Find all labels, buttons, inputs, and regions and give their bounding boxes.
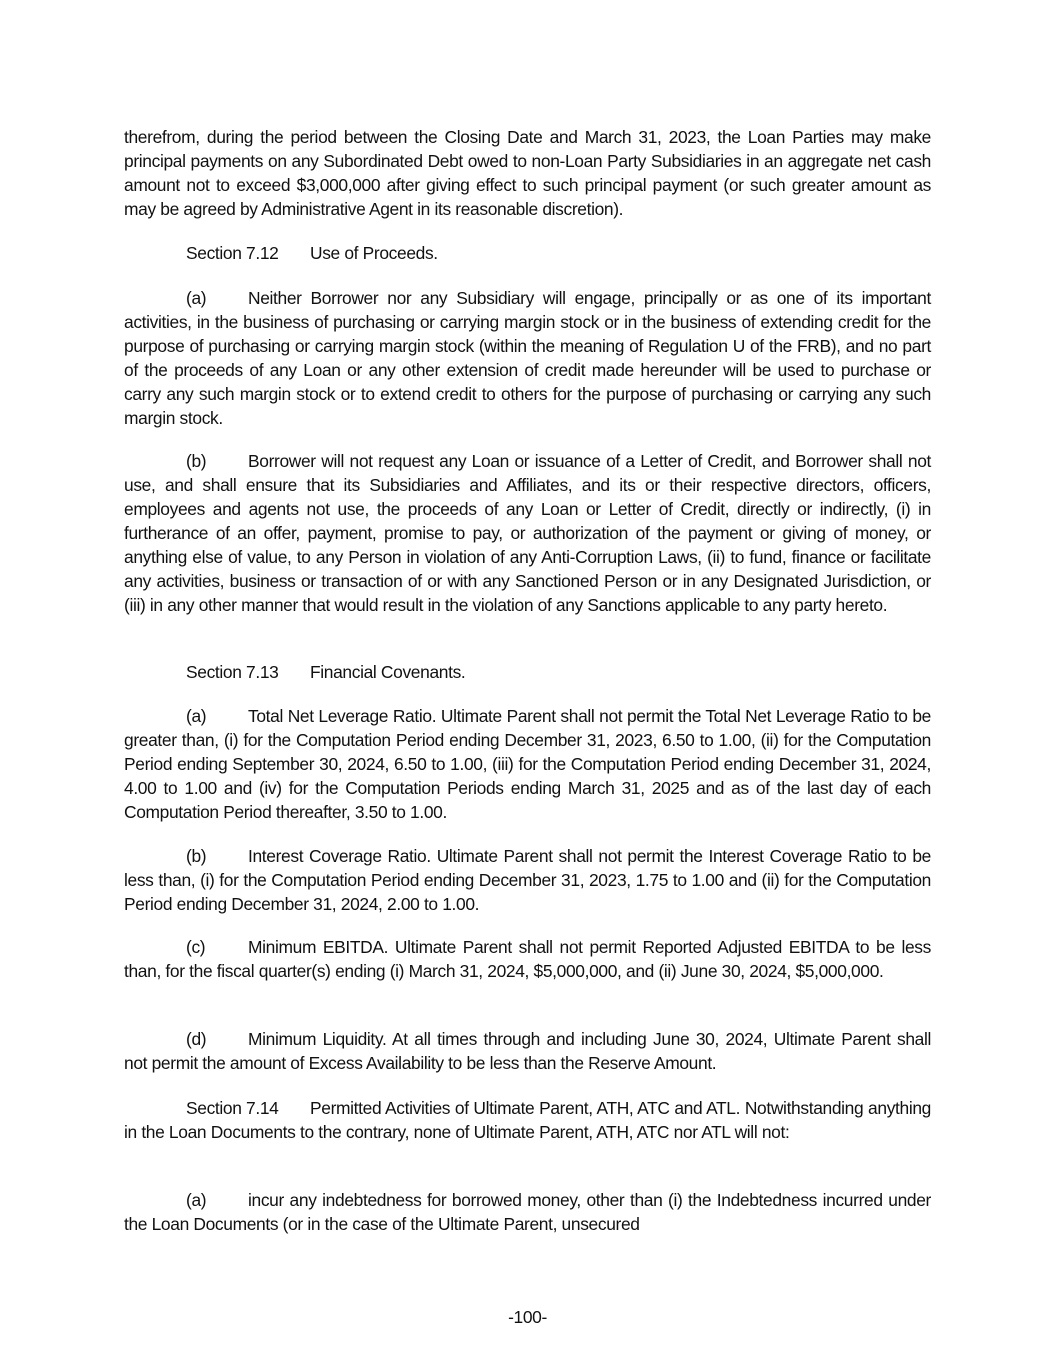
section-7-12-a-paragraph bbox=[124, 286, 931, 430]
clause-label: (a) bbox=[186, 706, 207, 726]
clause-text: Total Net Leverage Ratio. Ultimate Parent shall not permit the Total Net Leverage Ratio to be greater than, (i) for the Computation Period ending December 31, 2023, 6.50 to 1.00, (ii) for the Computation Period ending September 30, 2024, 6.50 to 1.00, (iii) for the Computation Period ending December 31, 2024, 4.00 to 1.00 and (iv) for the Computation Periods ending March 31, 2025 and as of the last day of each Computation Period thereafter, 3.50 to 1.00. bbox=[124, 706, 931, 822]
clause-text: incur any indebtedness for borrowed money, other than (i) the Indebtedness incurred under the Loan Documents (or in the case of the Ultimate Parent, unsecured bbox=[124, 1190, 931, 1234]
clause-label: (d) bbox=[186, 1029, 207, 1049]
section-7-14-a-paragraph bbox=[124, 1188, 931, 1236]
clause-label: (c) bbox=[186, 937, 206, 957]
section-7-13-heading bbox=[124, 660, 931, 684]
continuation-text: therefrom, during the period between the Closing Date and March 31, 2023, the Loan Parties may make principal payments on any Subordinated Debt owed to non-Loan Party Subsidiaries in an aggregate net cash amount not to exceed $3,000,000 after giving effect to such principal payment (or such greater amount as may be agreed by Administrative Agent in its reasonable discretion). bbox=[124, 127, 931, 219]
clause-text: Minimum EBITDA. Ultimate Parent shall not permit Reported Adjusted EBITDA to be less than, for the fiscal quarter(s) ending (i) March 31, 2024, $5,000,000, and (ii) June 30, 2024, $5,000,000. bbox=[124, 937, 931, 981]
section-7-12-heading bbox=[124, 241, 931, 265]
section-text: Permitted Activities of Ultimate Parent, ATH, ATC and ATL. Notwithstanding anything in the Loan Documents to the contrary, none of Ultimate Parent, ATH, ATC nor ATL will not: bbox=[124, 1098, 931, 1142]
clause-label: (b) bbox=[186, 846, 207, 866]
continuation-paragraph bbox=[124, 125, 931, 221]
clause-label: (a) bbox=[186, 1190, 207, 1210]
section-number: Section 7.13 bbox=[186, 662, 279, 682]
clause-text: Minimum Liquidity. At all times through and including June 30, 2024, Ultimate Parent shall not permit the amount of Excess Availability to be less than the Reserve Amount. bbox=[124, 1029, 931, 1073]
section-7-13-b-paragraph bbox=[124, 844, 931, 916]
clause-text: Borrower will not request any Loan or issuance of a Letter of Credit, and Borrower shall not use, and shall ensure that its Subsidiaries and Affiliates, and its or their respective directors, officers, employees and agents not use, the proceeds of any Loan or Letter of Credit, directly or indirectly, (i) in furtherance of an offer, payment, promise to pay, or authorization of the payment or giving of money, or anything else of value, to any Person in violation of any Anti-Corruption Laws, (ii) to fund, finance or facilitate any activities, business or transaction of or with any Sanctioned Person or in any Designated Jurisdiction, or (iii) in any other manner that would result in the violation of any Sanctions applicable to any party hereto. bbox=[124, 451, 931, 615]
section-7-13-d-paragraph bbox=[124, 1027, 931, 1075]
clause-label: (a) bbox=[186, 288, 207, 308]
page-number: -100- bbox=[508, 1307, 547, 1327]
section-7-13-a-paragraph bbox=[124, 704, 931, 824]
clause-text: Interest Coverage Ratio. Ultimate Parent shall not permit the Interest Coverage Ratio to be less than, (i) for the Computation Period ending December 31, 2023, 1.75 to 1.00 and (ii) for the Computation Period ending December 31, 2024, 2.00 to 1.00. bbox=[124, 846, 931, 914]
clause-text: Neither Borrower nor any Subsidiary will engage, principally or as one of its important activities, in the business of purchasing or carrying margin stock or in the business of extending credit for the purpose of purchasing or carrying margin stock (within the meaning of Regulation U of the FRB), and no part of the proceeds of any Loan or any other extension of credit made hereunder will be used to purchase or carry any such margin stock or to extend credit to others for the purpose of purchasing or carrying any such margin stock. bbox=[124, 288, 931, 428]
section-title: Financial Covenants. bbox=[310, 662, 466, 682]
section-7-12-b-paragraph bbox=[124, 449, 931, 617]
section-title: Use of Proceeds. bbox=[310, 243, 438, 263]
section-7-14-paragraph bbox=[124, 1096, 931, 1144]
section-7-13-c-paragraph bbox=[124, 935, 931, 983]
section-number: Section 7.14 bbox=[186, 1098, 279, 1118]
clause-label: (b) bbox=[186, 451, 207, 471]
section-number: Section 7.12 bbox=[186, 243, 279, 263]
